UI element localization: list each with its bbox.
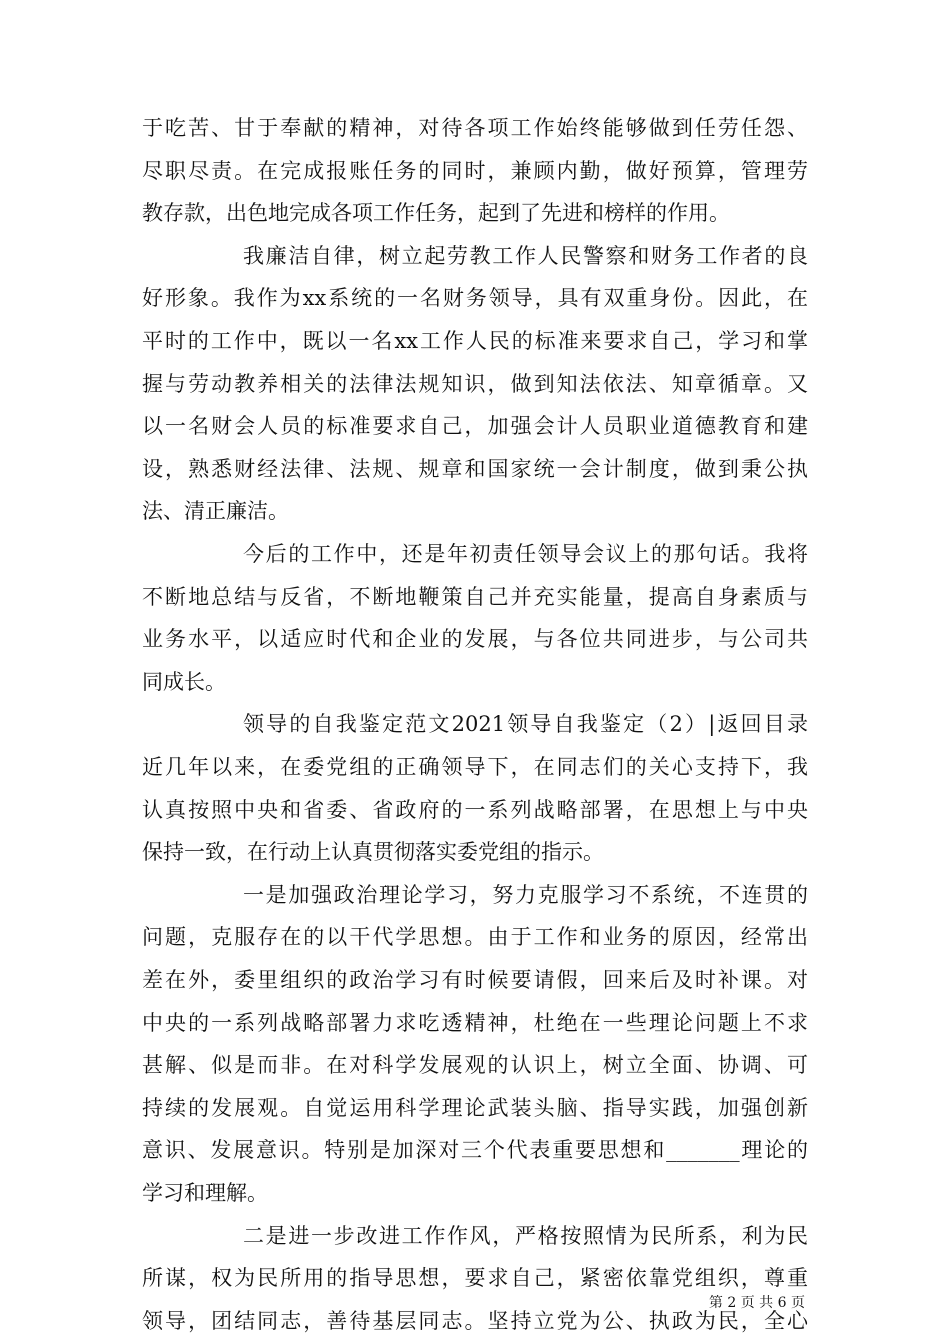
text-line: 我廉洁自律，树立起劳教工作人民警察和财务工作者的良 [243,244,808,268]
text-line: 今后的工作中，还是年初责任领导会议上的那句话。我将 [243,542,808,566]
text-line: 设，熟悉财经法律、法规、规章和国家统一会计制度，做到秉公执 [142,457,808,481]
text-line: 近几年以来，在委党组的正确领导下，在同志们的关心支持下，我 [142,755,808,779]
text-line: 法、清正廉洁。 [142,499,289,523]
text-line: 好形象。我作为xx系统的一名财务领导，具有双重身份。因此，在 [142,286,808,310]
text-line: 平时的工作中，既以一名xx工作人民的标准来要求自己，学习和掌 [142,329,808,353]
text-line: 于吃苦、甘于奉献的精神，对待各项工作始终能够做到任劳任怨、 [142,116,808,140]
text-line: 握与劳动教养相关的法律法规知识，做到知法依法、知章循章。又 [142,372,808,396]
text-line: 保持一致，在行动上认真贯彻落实委党组的指示。 [142,840,604,864]
text-line: 以一名财会人员的标准要求自己，加强会计人员职业道德教育和建 [142,414,808,438]
text-line: 甚解、似是而非。在对科学发展观的认识上，树立全面、协调、可 [142,1053,808,1077]
text-line: 中央的一系列战略部署力求吃透精神，杜绝在一些理论问题上不求 [142,1011,808,1035]
text-line: 认真按照中央和省委、省政府的一系列战略部署，在思想上与中央 [142,798,808,822]
text-line: 问题，克服存在的以干代学思想。由于工作和业务的原因，经常出 [142,925,808,949]
section-heading: 领导的自我鉴定范文2021领导自我鉴定（2）|返回目录 [243,712,808,736]
text-line: 所谋，权为民所用的指导思想，要求自己，紧密依靠党组织，尊重 [142,1266,808,1290]
text-line: 同成长。 [142,670,226,694]
text-line: 二是进一步改进工作作风，严格按照情为民所系，利为民 [243,1224,808,1248]
text-line: 差在外，委里组织的政治学习有时候要请假，回来后及时补课。对 [142,968,808,992]
text-line: 持续的发展观。自觉运用科学理论武装头脑、指导实践，加强创新 [142,1096,808,1120]
page-number: 第 2 页 共 6 页 [708,1295,805,1311]
text-line: 意识、发展意识。特别是加深对三个代表重要思想和_______理论的 [142,1138,808,1162]
text-line: 教存款，出色地完成各项工作任务，起到了先进和榜样的作用。 [142,201,730,225]
text-line: 一是加强政治理论学习，努力克服学习不系统，不连贯的 [243,883,808,907]
text-line: 不断地总结与反省，不断地鞭策自己并充实能量，提高自身素质与 [142,585,808,609]
text-line: 学习和理解。 [142,1181,268,1205]
text-line: 领导，团结同志，善待基层同志。坚持立党为公、执政为民，全心 [142,1309,808,1333]
text-line: 尽职尽责。在完成报账任务的同时，兼顾内勤，做好预算，管理劳 [142,159,808,183]
text-line: 业务水平，以适应时代和企业的发展，与各位共同进步，与公司共 [142,627,808,651]
